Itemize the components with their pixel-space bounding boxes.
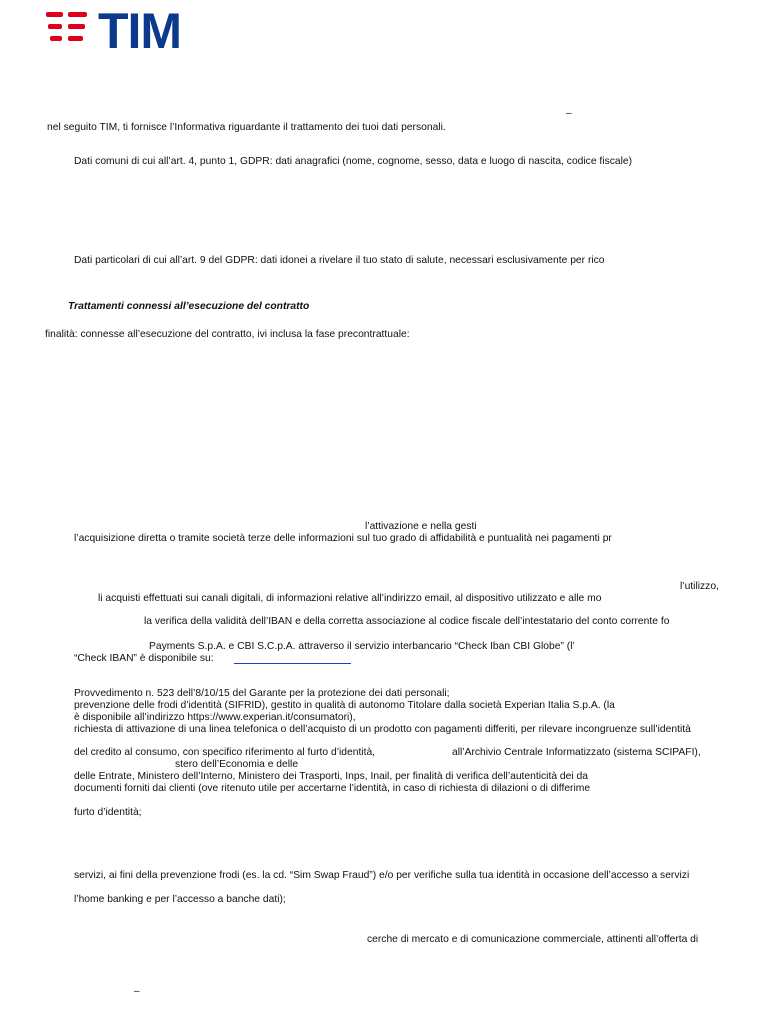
market-research-line: cerche di mercato e di comunicazione commerciale, attinenti all’offerta di (367, 934, 699, 945)
tim-logo (46, 3, 208, 59)
special-data-line: Dati particolari di cui all’art. 9 del GDPR: dati idonei a rivelare il tuo stato di salute, necessari esclusivamente per rico (74, 255, 605, 266)
ministry-fragment: stero dell’Economia e delle (175, 759, 299, 770)
entities-line: delle Entrate, Ministero dell’Interno, Ministero dei Trasporti, Inps, Inail, per finalità di verifica dell’autenticità dei da (74, 771, 588, 782)
consumer-credit-line: del credito al consumo, con specifico riferimento al furto d’identità, (74, 747, 376, 758)
intro-line: nel seguito TIM, ti fornisce l’Informativa riguardante il trattamento dei tuoi dati personali. (47, 122, 446, 133)
section-heading: Trattamenti connessi all’esecuzione del contratto (68, 301, 310, 312)
dash-mark-bottom: – (134, 986, 140, 997)
tim-logo-bars-icon (46, 12, 98, 50)
usage-fragment: l’utilizzo, (680, 581, 719, 592)
common-data-line: Dati comuni di cui all’art. 4, punto 1, GDPR: dati anagrafici (nome, cognome, sesso, data e luogo di nascita, codice fiscale) (74, 156, 633, 167)
tim-logo-text: TIM (98, 3, 182, 59)
reliability-line: l’acquisizione diretta o tramite società terze delle informazioni sul tuo grado di affidabilità e puntualità nei pagamenti pr (74, 533, 612, 544)
documents-line: documenti forniti dai clienti (ove ritenuto utile per accertarne l’identità, in caso di richiesta di dilazioni o di differime (74, 783, 591, 794)
activation-fragment: l’attivazione e nella gesti (365, 521, 477, 532)
iban-verification-line: la verifica della validità dell’IBAN e della corretta associazione al codice fiscale dell’intestatario del conto corrente fo (144, 616, 670, 627)
check-iban-link[interactable] (234, 663, 351, 664)
sim-swap-line: servizi, ai fini della prevenzione frodi (es. la cd. “Sim Swap Fraud”) e/o per verifiche sulla tua identità in occasione dell’accesso a servizi (74, 870, 690, 881)
experian-line: è disponibile all’indirizzo https://www.experian.it/consumatori), (74, 712, 356, 723)
identity-theft-line: furto d’identità; (74, 807, 142, 818)
sifrid-line: prevenzione delle frodi d’identità (SIFRID), gestito in qualità di autonomo Titolare dalla società Experian Italia S.p.A. (la (74, 700, 615, 711)
provvedimento-line: Provvedimento n. 523 dell’8/10/15 del Garante per la protezione dei dati personali; (74, 688, 450, 699)
home-banking-line: l’home banking e per l’accesso a banche dati); (74, 894, 286, 905)
check-iban-line: Payments S.p.A. e CBI S.C.p.A. attraverso il servizio interbancario “Check Iban CBI Globe” (l’ (149, 641, 575, 652)
dash-mark: – (566, 108, 572, 119)
digital-purchases-line: li acquisti effettuati sui canali digitali, di informazioni relative all’indirizzo email, al dispositivo utilizzato e alle mo (98, 593, 602, 604)
activation-request-line: richiesta di attivazione di una linea telefonica o dell’acquisto di un prodotto con pagamenti differiti, per rilevare incongruenze sull’identità (74, 724, 691, 735)
scipafi-line: all’Archivio Centrale Informatizzato (sistema SCIPAFI), (452, 747, 701, 758)
purpose-line: finalità: connesse all’esecuzione del contratto, ivi inclusa la fase precontrattuale: (45, 329, 410, 340)
check-iban-availability: “Check IBAN” è disponibile su: (74, 653, 214, 664)
